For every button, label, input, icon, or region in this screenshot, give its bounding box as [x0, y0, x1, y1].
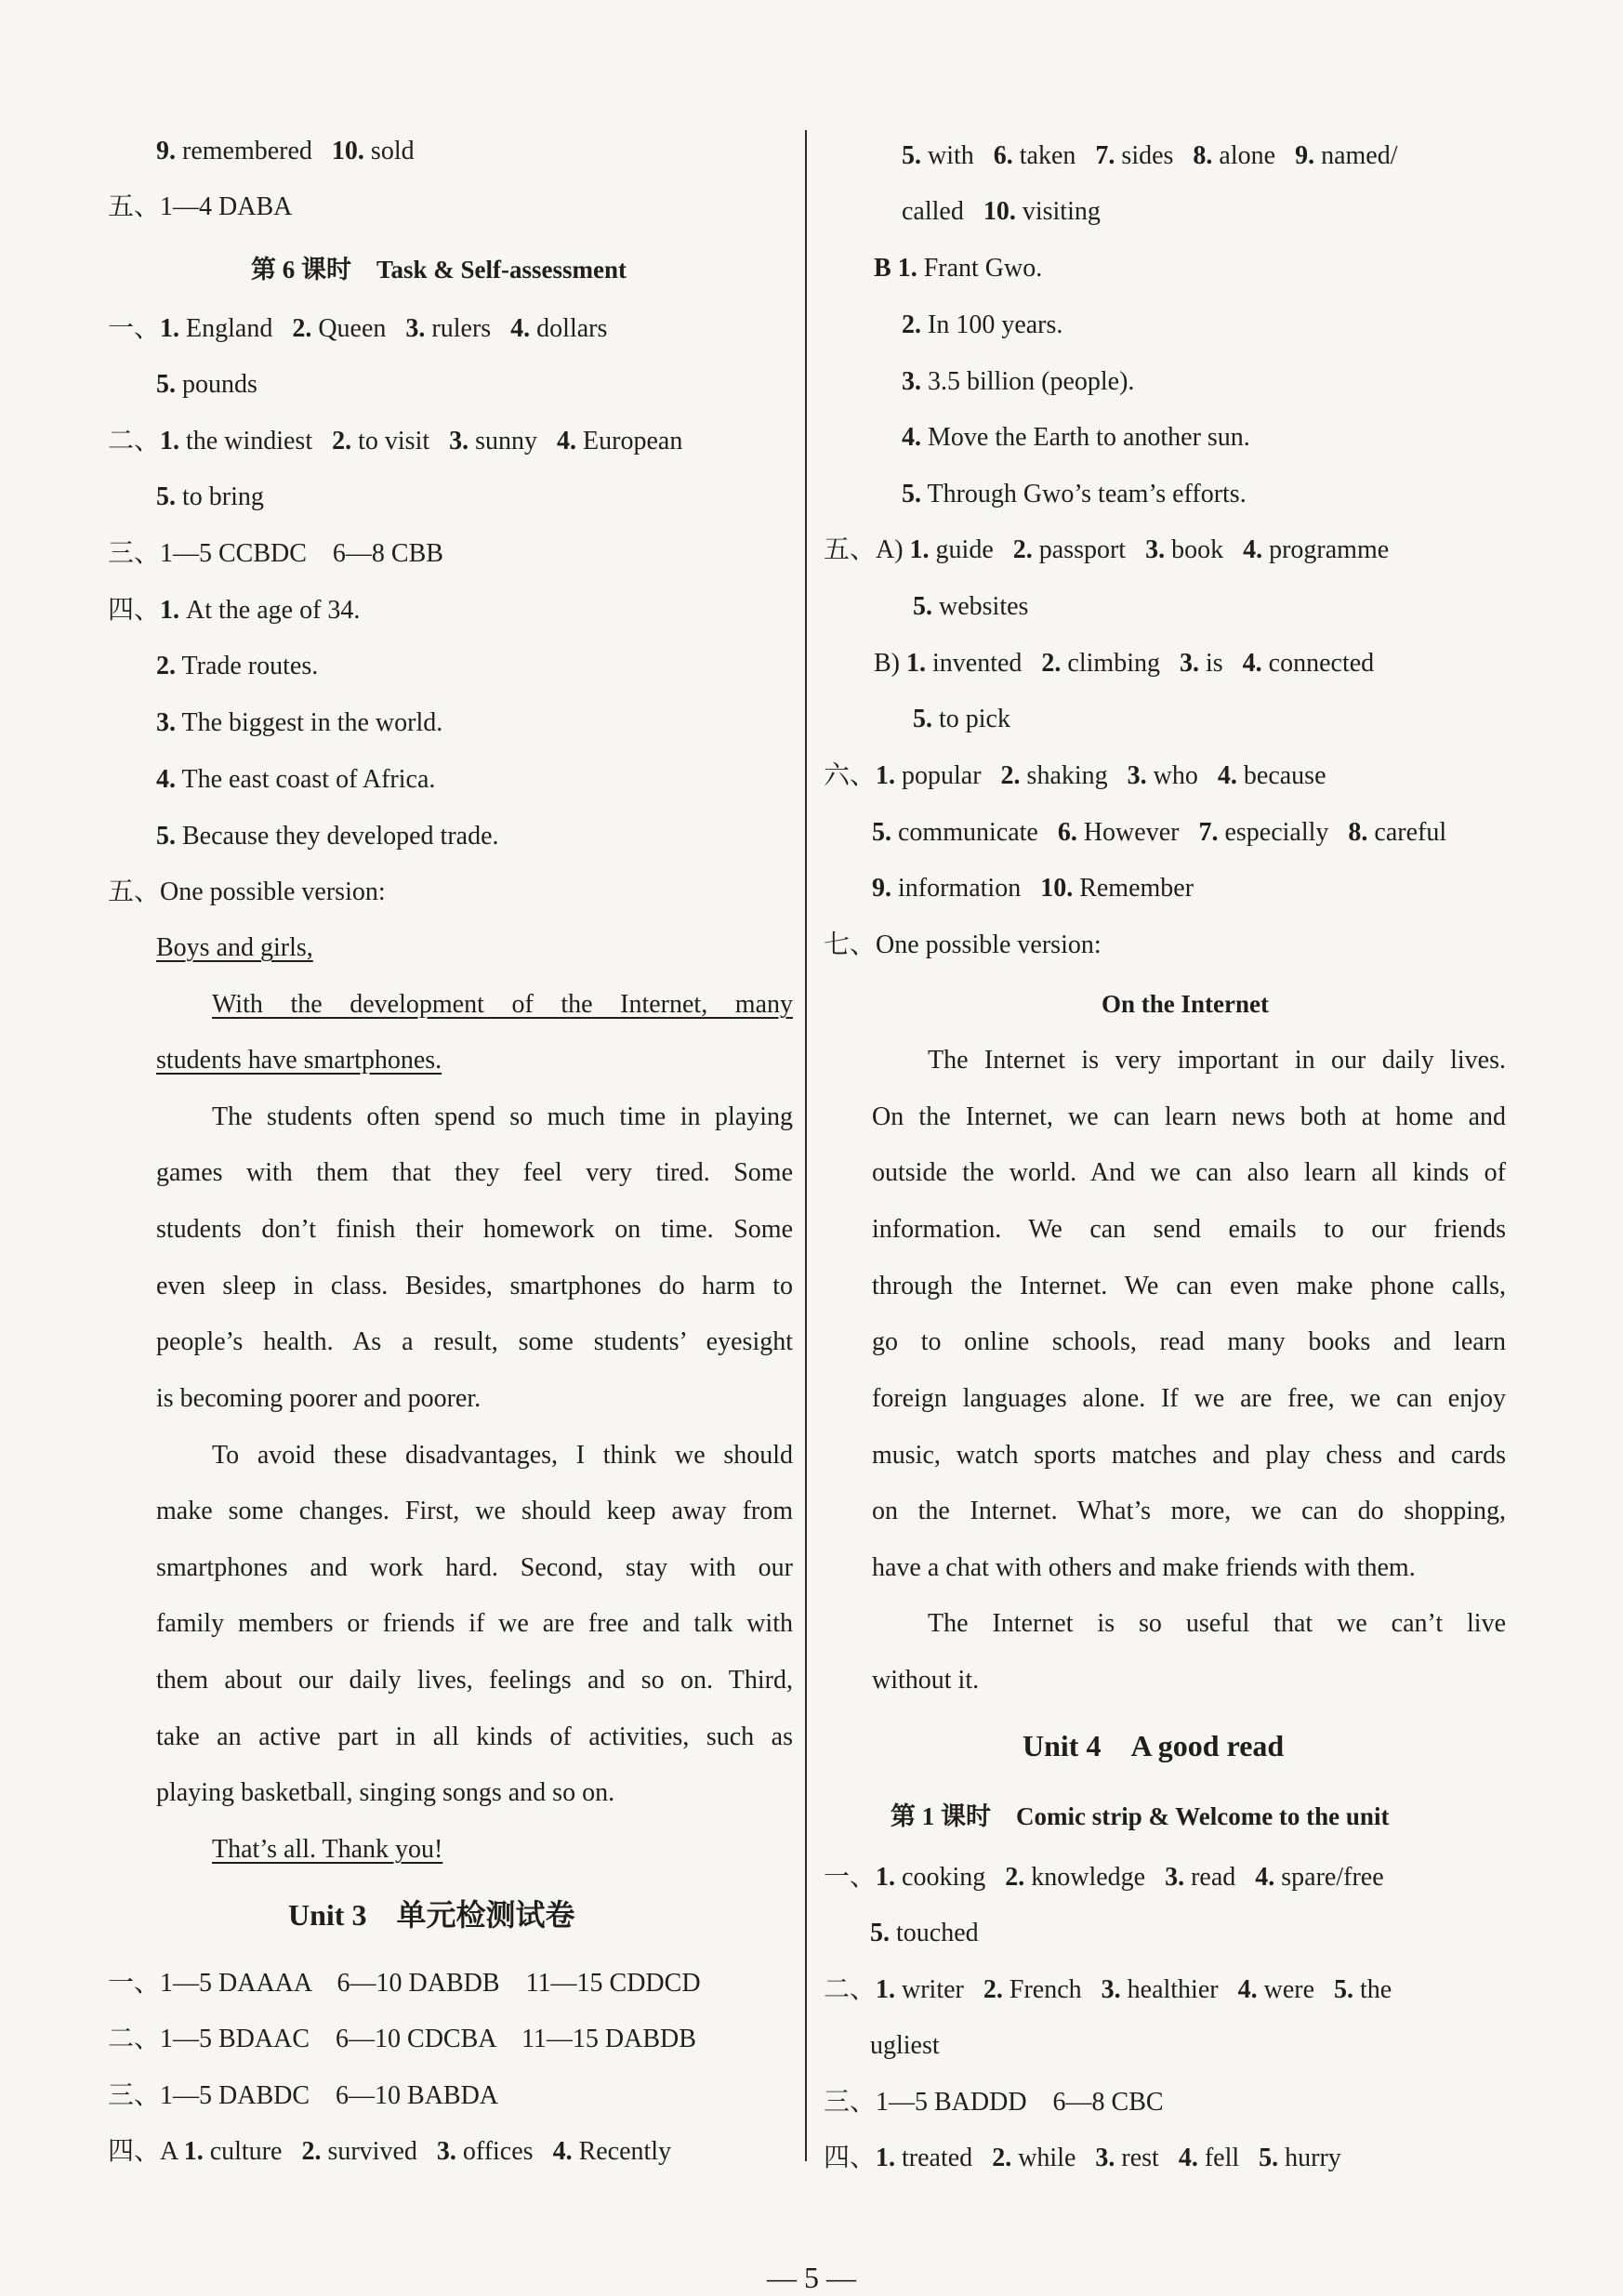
answer-line: 5. websites [913, 592, 1029, 621]
answer-line: 一、1. cooking 2. knowledge 3. read 4. spare/free [824, 1863, 1384, 1892]
answer-line: B) 1. invented 2. climbing 3. is 4. connected [874, 649, 1375, 678]
answer-line: ugliest [870, 2031, 940, 2060]
essay-line: information. We can send emails to our friends [872, 1215, 1506, 1244]
essay-line: The Internet is so useful that we can’t live [928, 1609, 1506, 1638]
answer-line: 三、1—5 BADDD 6—8 CBC [824, 2088, 1164, 2117]
answer-line: 三、1—5 CCBDC 6—8 CBB [108, 539, 443, 568]
essay-line: go to online schools, read many books and learn [872, 1327, 1506, 1356]
answer-line: 一、1. England 2. Queen 3. rulers 4. dollars [108, 314, 608, 343]
essay-line: The students often spend so much time in playing [212, 1102, 793, 1131]
answer-line: 七、One possible version: [824, 930, 1102, 959]
essay-title: On the Internet [1102, 990, 1269, 1018]
essay-line: The Internet is very important in our daily lives. [928, 1046, 1506, 1075]
answer-line: 5. Through Gwo’s team’s efforts. [902, 480, 1247, 508]
essay-line: make some changes. First, we should keep away from [156, 1497, 793, 1525]
answer-line: 四、1. treated 2. while 3. rest 4. fell 5. hurry [824, 2144, 1341, 2172]
essay-line: have a chat with others and make friends with them. [872, 1553, 1416, 1582]
answer-line: 二、1. writer 2. French 3. healthier 4. were 5. the [824, 1975, 1392, 2004]
answer-line: 五、1—4 DABA [108, 192, 293, 221]
essay-greeting: Boys and girls, [156, 933, 313, 962]
answer-line: 3. The biggest in the world. [156, 708, 443, 737]
answer-line: 4. Move the Earth to another sun. [902, 423, 1250, 452]
answer-line: 9. information 10. Remember [872, 874, 1194, 903]
essay-line: music, watch sports matches and play chess and cards [872, 1441, 1506, 1470]
essay-line: them about our daily lives, feelings and so on. Third, [156, 1666, 793, 1695]
answer-line: B 1. Frant Gwo. [874, 254, 1043, 283]
essay-line: foreign languages alone. If we are free, we can enjoy [872, 1384, 1506, 1413]
essay-line: smartphones and work hard. Second, stay with our [156, 1553, 793, 1582]
essay-line: To avoid these disadvantages, I think we should [212, 1441, 793, 1470]
essay-line: outside the world. And we can also learn all kinds of [872, 1158, 1506, 1187]
page-number: — 5 — [767, 2261, 856, 2294]
answer-line: 9. remembered 10. sold [156, 137, 415, 165]
essay-line: even sleep in class. Besides, smartphones do harm to [156, 1272, 793, 1300]
answer-line: 4. The east coast of Africa. [156, 765, 436, 794]
answer-line: 5. Because they developed trade. [156, 822, 499, 851]
answer-line: called 10. visiting [902, 197, 1101, 226]
answer-line: 四、A 1. culture 2. survived 3. offices 4. Recently [108, 2137, 672, 2166]
answer-line: 5. pounds [156, 370, 257, 399]
answer-line: 2. In 100 years. [902, 310, 1063, 339]
answer-line: 一、1—5 DAAAA 6—10 DABDB 11—15 CDDCD [108, 1969, 701, 1998]
answer-line: 五、A) 1. guide 2. passport 3. book 4. programme [824, 535, 1390, 564]
essay-line: students have smartphones. [156, 1046, 442, 1075]
essay-closing: That’s all. Thank you! [212, 1835, 443, 1864]
essay-line: through the Internet. We can even make phone calls, [872, 1272, 1506, 1300]
essay-line: people’s health. As a result, some students’ eyesight [156, 1327, 793, 1356]
answer-line: 3. 3.5 billion (people). [902, 367, 1135, 396]
essay-line: On the Internet, we can learn news both at home and [872, 1102, 1506, 1131]
essay-line: is becoming poorer and poorer. [156, 1384, 482, 1413]
answer-line: 2. Trade routes. [156, 652, 319, 680]
essay-line: without it. [872, 1666, 980, 1695]
essay-line: family members or friends if we are free and talk with [156, 1609, 793, 1638]
lesson-heading: 第 1 课时 Comic strip & Welcome to the unit [891, 1802, 1390, 1830]
unit-title: Unit 4 A good read [1023, 1729, 1285, 1762]
answer-line: 5. communicate 6. However 7. especially 8. careful [872, 818, 1447, 847]
answer-line: 5. to pick [913, 705, 1010, 733]
essay-line: on the Internet. What’s more, we can do shopping, [872, 1497, 1506, 1525]
essay-line: playing basketball, singing songs and so on. [156, 1778, 615, 1807]
unit-title: Unit 3 单元检测试卷 [288, 1898, 575, 1932]
lesson-heading: 第 6 课时 Task & Self-assessment [251, 256, 627, 284]
answer-line: 五、One possible version: [108, 877, 386, 906]
answer-line: 三、1—5 DABDC 6—10 BABDA [108, 2081, 499, 2110]
answer-line: 5. to bring [156, 482, 264, 511]
essay-line: take an active part in all kinds of activities, such as [156, 1722, 793, 1751]
essay-line: games with them that they feel very tired. Some [156, 1158, 793, 1187]
answer-line: 二、1—5 BDAAC 6—10 CDCBA 11—15 DABDB [108, 2025, 696, 2053]
essay-line: students don’t finish their homework on time. Some [156, 1215, 793, 1244]
answer-line: 六、1. popular 2. shaking 3. who 4. because [824, 761, 1326, 790]
essay-line: With the development of the Internet, many [212, 990, 793, 1019]
answer-line: 四、1. At the age of 34. [108, 596, 361, 625]
answer-line: 二、1. the windiest 2. to visit 3. sunny 4. European [108, 427, 683, 455]
answer-line: 5. with 6. taken 7. sides 8. alone 9. named/ [902, 141, 1398, 170]
answer-line: 5. touched [870, 1919, 979, 1947]
